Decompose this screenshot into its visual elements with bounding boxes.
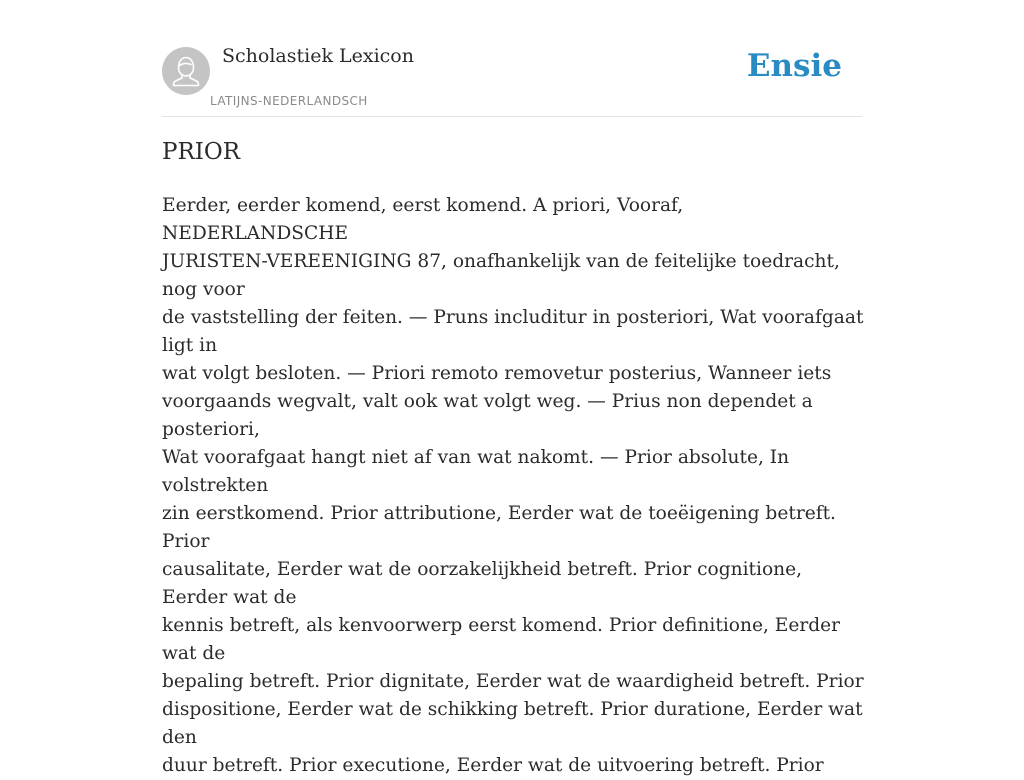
entry-definition: Eerder, eerder komend, eerst komend. A priori, Vooraf, NEDERLANDSCHE JURISTEN-VEREENIGING 87, onafhankelijk van de feitelijke toedracht, nog voor de vaststelling der feiten. — Pruns includitur in posteriori, Wat voorafgaat ligt in wat volgt besloten. — Priori remoto removetur posterius, Wanneer iets voorgaands wegvalt, valt ook wat volgt weg. — Prius non dependet a posteriori, Wat voorafgaat hangt niet af van wat nakomt. — Prior absolute, In volstrekten zin eerstkomend. Prior attributione, Eerder wat de toeëigening betreft. Prior causalitate, Eerder wat de oorzakelijkheid betreft. Prior cognitione, Eerder wat de kennis betreft, als kenvoorwerp eerst komend. Prior definitione, Eerder wat de bepaling betreft. Prior dignitate, Eerder wat de waardigheid betreft. Prior dispositione, Eerder wat de schikking betreft. Prior duratione, Eerder wat den duur betreft. Prior executione, Eerder wat de uitvoering betreft. Prior [162, 195, 864, 776]
brand-logo[interactable]: Ensie [746, 48, 842, 84]
avatar[interactable] [162, 47, 210, 95]
entry-headword: PRIOR [162, 139, 241, 165]
entry-header [162, 0, 862, 117]
user-icon [162, 47, 210, 95]
source-title[interactable]: Scholastiek Lexicon [222, 45, 414, 67]
source-subtitle: LATIJNS-NEDERLANDSCH [210, 94, 368, 108]
